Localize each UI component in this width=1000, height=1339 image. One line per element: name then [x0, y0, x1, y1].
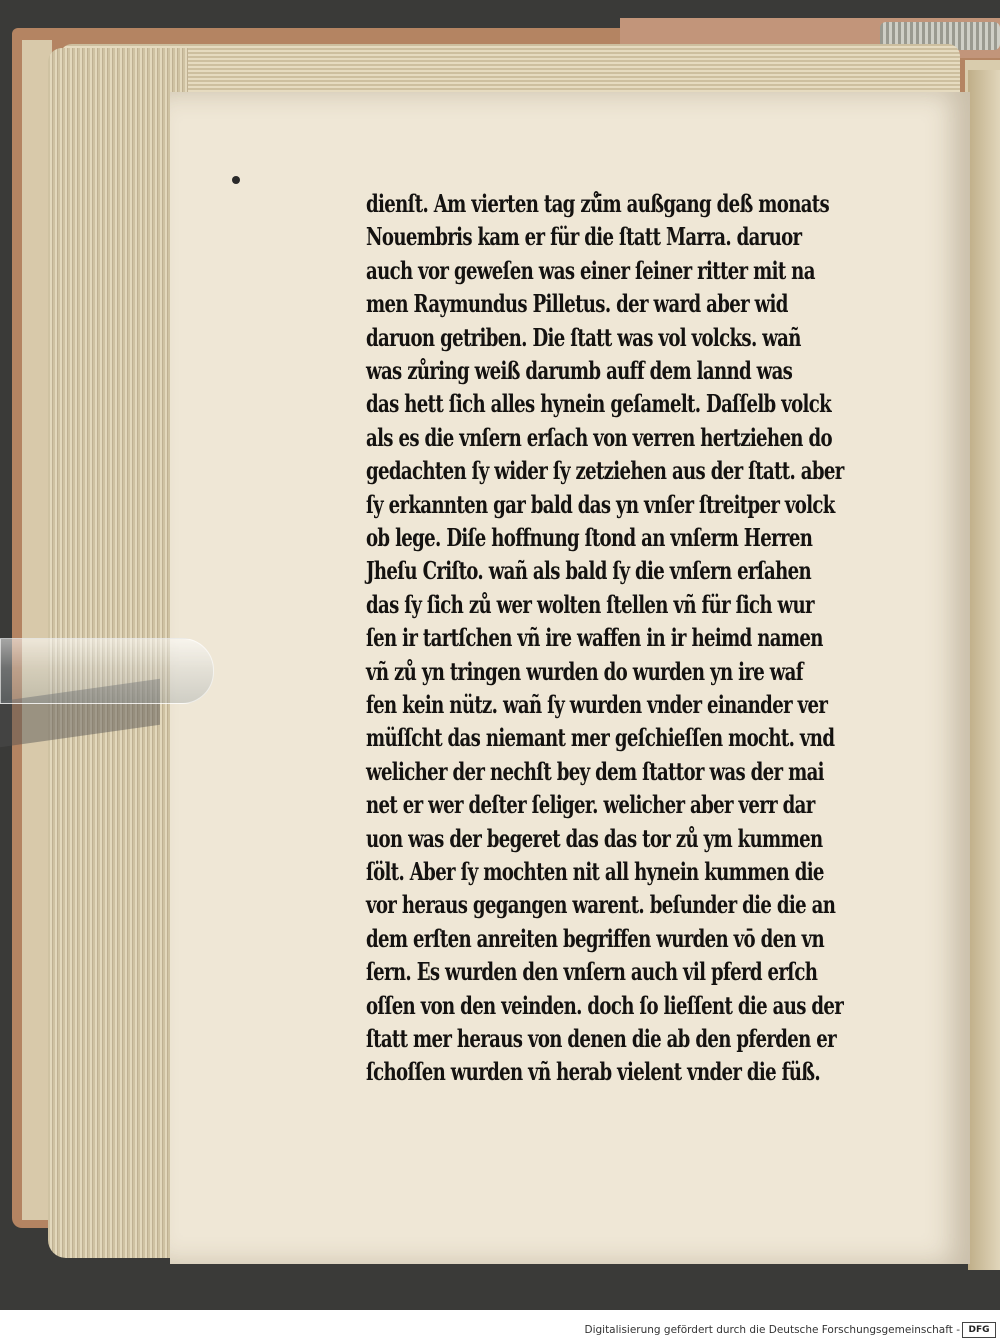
text-line: vor heraus gegangen warent. beſunder die die an [366, 890, 836, 920]
facing-page-edge [968, 70, 1000, 1270]
glass-page-holder [0, 638, 214, 704]
text-line: ſy erkannten gar bald das yn vnſer ſtreitper volck [366, 489, 835, 519]
text-line: dem erſten anreiten begriffen wurden vō den vn [366, 923, 825, 953]
footer [0, 1310, 1000, 1339]
text-line: dienſt. Am vierten tag zů̄m außgang deß monats [366, 189, 830, 218]
text-line: auch vor geweſen was einer ſeiner ritter mit na [366, 255, 815, 285]
text-line: was zůring weiß darumb auff dem lannd was [366, 356, 793, 385]
text-line: ſtatt mer heraus von denen die ab den pferden er [366, 1024, 837, 1053]
text-line: men Raymundus Pilletus. der ward aber wid [366, 289, 788, 319]
ink-mark [232, 176, 240, 184]
text-line: ſern. Es wurden den vnſern auch vil pferd erſch [366, 957, 818, 987]
credit-text: Digitalisierung gefördert durch die Deutsche Forschungsgemeinschaft - [584, 1324, 960, 1336]
text-line: müſſcht das niemant mer geſchieſſen mocht. vnd [366, 723, 835, 753]
text-line: fen kein nütz. wañ ſy wurden vnder einander ver [366, 690, 828, 719]
text-line: als es die vnſern erſach von verren hertziehen do [366, 422, 832, 452]
text-line: ſen ir tartſchen vñ ire waffen in ir heimd namen [366, 623, 823, 653]
text-line: ſölt. Aber ſy mochten nit all hynein kummen die [366, 857, 824, 886]
text-line: uon was der begeret das das tor zů ym kummen [366, 823, 823, 853]
text-line: Nouembris kam er für die ſtatt Marra. daruor [366, 222, 802, 252]
text-line: net er wer deſter ſeliger. welicher aber verr dar [366, 790, 815, 820]
text-line: ſchoſſen wurden vñ herab vielent vnder die füß. [366, 1057, 821, 1087]
text-line: das hett ſich alles hynein geſamelt. Daſſelb volck [366, 389, 831, 419]
text-line: oſſen von den veinden. doch ſo lieſſent die aus der [366, 990, 844, 1020]
text-line: welicher der nechſt bey dem ſtattor was der mai [366, 756, 824, 786]
text-line: vñ zů yn tringen wurden do wurden yn ire waf [366, 656, 803, 686]
text-line: das ſy ſich zů wer wolten ſtellen vñ für ſich wur [366, 589, 814, 619]
text-line: gedachten ſy wider ſy zetziehen aus der ſtatt. aber [366, 456, 844, 486]
text-line: ob lege. Diſe hoffnung ſtond an vnſerm Herren [366, 523, 813, 552]
text-block [366, 187, 926, 1087]
text-line: daruon getriben. Die ſtatt was vol volcks. wañ [366, 322, 801, 352]
text-line: Jheſu Criſto. wañ als bald ſy die vnſern erſahen [366, 556, 812, 586]
dfg-logo: DFG [962, 1322, 996, 1338]
